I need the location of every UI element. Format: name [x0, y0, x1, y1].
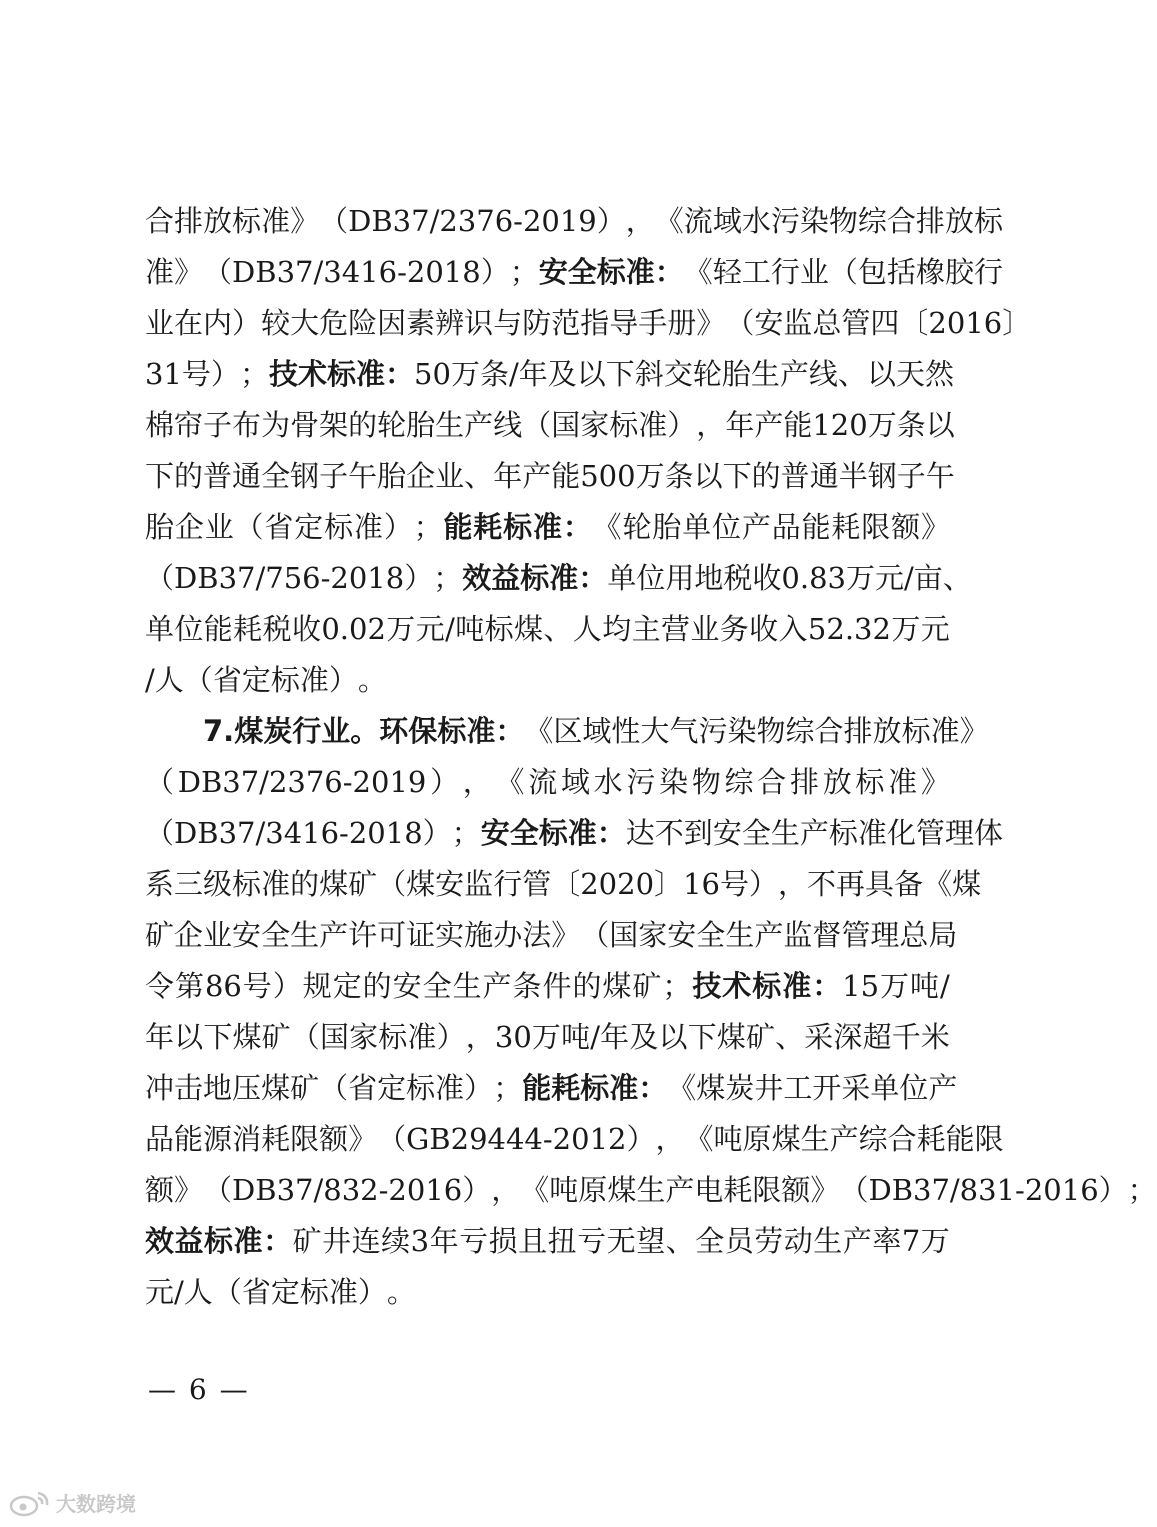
- text-line: 准 》 （ DB37/3416-2018 ） ； 安 全 标 准 ： 《 轻 工 行 业 （ 包 括 橡 胶 行: [145, 255, 1003, 289]
- text-line: 矿 企 业 安 全 生 产 许 可 证 实 施 办 法 》 （ 国 家 安 全 生 产 监 督 管 理 总 局: [145, 918, 958, 952]
- text-line: 元 / 人 （ 省 定 标 准 ） 。: [145, 1275, 416, 1309]
- text-line: 单 位 能 耗 税 收 0.02 万 元 / 吨 标 煤 、 人 均 主 营 业 务 收 入 52.32 万 元: [145, 612, 950, 646]
- text-line: （ DB37/3416-2018 ） ； 安 全 标 准 ： 达 不 到 安 全 生 产 标 准 化 管 理 体: [145, 816, 1003, 850]
- text-line: 额 》 （ DB37/832-2016 ） ， 《 吨 原 煤 生 产 电 耗 限 额 》 （ DB37/831-2016 ） ；: [145, 1173, 1157, 1207]
- text-line: 冲 击 地 压 煤 矿 （ 省 定 标 准 ） ； 能 耗 标 准 ： 《 煤 炭 井 工 开 采 单 位 产: [145, 1071, 958, 1105]
- document-body: [145, 196, 1157, 1318]
- text-line: 系 三 级 标 准 的 煤 矿 （ 煤 安 监 行 管 〔 2020 〕 16 号 ） ， 不 再 具 备 《 煤: [145, 867, 982, 901]
- text-line: 令 第 86 号 ） 规 定 的 安 全 生 产 条 件 的 煤 矿 ； 技 术 标 准 ： 15 万 吨 /: [145, 969, 950, 1003]
- text-line: 品 能 源 消 耗 限 额 》 （ GB29444-2012 ） ， 《 吨 原 煤 生 产 综 合 耗 能 限: [145, 1122, 1004, 1156]
- text-line: 合 排 放 标 准 》 （ DB37/2376-2019 ） ， 《 流 域 水 污 染 物 综 合 排 放 标: [145, 204, 1003, 238]
- text-line: 31 号 ） ； 技 术 标 准 ： 50 万 条 / 年 及 以 下 斜 交 轮 胎 生 产 线 、 以 天 然: [145, 357, 954, 391]
- text-line: 年 以 下 煤 矿 （ 国 家 标 准 ） ， 30 万 吨 / 年 及 以 下 煤 矿 、 采 深 超 千 米: [145, 1020, 950, 1054]
- page-number: — 6 —: [148, 1373, 250, 1406]
- watermark: [8, 1488, 136, 1517]
- text-line: 效 益 标 准 ： 矿 井 连 续 3 年 亏 损 且 扭 亏 无 望 、 全 员 劳 动 生 产 率 7 万: [145, 1224, 950, 1258]
- text-line: / 人 （ 省 定 标 准 ） 。: [145, 663, 387, 697]
- text-line: 下 的 普 通 全 钢 子 午 胎 企 业 、 年 产 能 500 万 条 以 下 的 普 通 半 钢 子 午: [145, 459, 955, 493]
- text-line: （ DB37/2376-2019 ） ， 《 流 域 水 污 染 物 综 合 排 放 标 准 》: [145, 765, 950, 799]
- text-line: 7. 煤 炭 行 业 。 环 保 标 准 ： 《 区 域 性 大 气 污 染 物 综 合 排 放 标 准 》: [203, 714, 989, 748]
- text-line: 业 在 内 ） 较 大 危 险 因 素 辨 识 与 防 范 指 导 手 册 》 （ 安 监 总 管 四 〔 2016 〕: [145, 306, 1032, 340]
- watermark-text: 大数跨境: [56, 1492, 136, 1516]
- text-line: 胎 企 业 （ 省 定 标 准 ） ； 能 耗 标 准 ： 《 轮 胎 单 位 产 品 能 耗 限 额 》: [145, 510, 950, 544]
- text-line: 棉 帘 子 布 为 骨 架 的 轮 胎 生 产 线 （ 国 家 标 准 ） ， 年 产 能 120 万 条 以: [145, 408, 955, 442]
- weibo-logo-icon: [8, 1489, 52, 1517]
- text-line: （ DB37/756-2018 ） ； 效 益 标 准 ： 单 位 用 地 税 收 0.83 万 元 / 亩 、: [145, 561, 972, 595]
